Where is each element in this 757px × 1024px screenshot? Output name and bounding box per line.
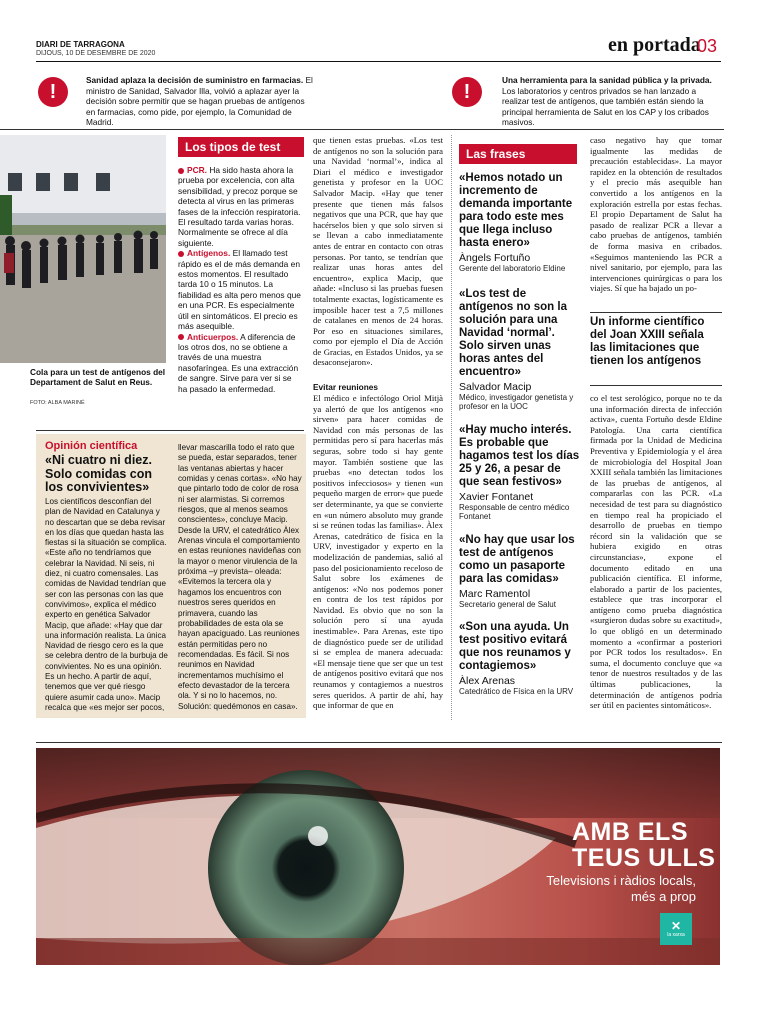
bullet-dot [178,334,184,340]
alert-right-title: Una herramienta para la sanidad pública y la privada. [502,75,712,85]
photo-credit: FOTO: ALBA MARINÉ [30,400,85,406]
tipos-box [178,137,302,394]
alert-left-title: Sanidad aplaza la decisión de suministro en farmacias. [86,75,304,85]
alert-icon: ! [452,77,482,107]
ad-headline-2: TEUS ULLS [572,844,716,872]
report-box-title: Un informe científico del Joan XXIII señala las limitaciones que tienen los antígenos [590,316,705,367]
alert-left [86,75,314,128]
frase-quote: «Hay mucho interés. Es probable que hagamos test los días 25 y 26, a pesar de que sean festivos» [459,423,580,488]
frase-item [459,172,581,274]
article-subhead: Evitar reuniones [313,382,379,392]
ad-logo [660,913,692,945]
alerts-rule [0,129,724,130]
frase-name: Salvador Macip [459,380,532,393]
pcr-label: PCR. [187,165,208,175]
logo-mark-icon: ✕ [670,919,682,933]
alert-right-body: Los laboratorios y centros privados se han lanzado a realizar test de antígenos, que también están siendo la principal herramienta de Salut en los CAP y los cribados masivos. [502,85,709,127]
tipos-body [178,165,302,394]
bullet-dot [178,251,184,257]
opinion-title: «Ni cuatro ni diez. Solo comidas con los convivientes» [45,453,152,494]
frases-tag: Las frases [459,144,577,164]
frase-role: Responsable de centro médico Fontanet [459,502,570,521]
frases-divider [451,135,452,720]
anticuerpos-label: Anticuerpos. [187,331,239,342]
frase-role: Secretario general de Salut [459,599,556,609]
box-rule-top [590,312,722,313]
bullet-dot [178,168,184,174]
frase-name: Àlex Arenas [459,675,516,687]
ad-headline-1: AMB ELS [572,818,688,846]
ad-banner [36,748,720,965]
queue-photo [0,135,166,363]
article-col5b: co el test serológico, porque no te da una información directa de infección activa», cuenta Fortuño desde Eldine Patología. Una carta científica firmada por la Unidad de Medicina Preventiva y Epidemiología y el área de microbiología del Hospital Joan XXIII señala también las limitaciones de las pruebas de antígenos, al compararlas con las PCR. «La necesidad de test para su diagnóstico en tiempo real ha propiciado el desarrollo de pruebas en tiempo récord sin la validación que se hubiera exigido en otras circunstancias», expone el documento editado en una publicación científica. El informe, elaborado a partir de los pacientes, establece que tras incorporar el antígeno como prueba diagnóstica «surgieron dudas sobre su exactitud», lo que obligó en un determinado momento a «confirmar a posteriori por PCR todos los resultados». En suma, el documento concluye que «a tenor de nuestros resultados y de las últimas publicaciones, la determinación de antígenos podría ser útil en pacientes sintomáticos». [590,393,722,711]
frases-box [459,144,581,697]
tipos-tag: Los tipos de test [178,137,304,157]
frase-role: Médico, investigador genetista y profesor en la UOC [459,392,574,411]
alert-right [502,75,724,128]
article-col3b: El médico e infectólogo Oriol Mitjà ya alertó de que los antígenos «no sirven» para hacer comidas de Navidad con más personas de las permitidas pero sí para hacerlas más seguras, sobre todo si hay gente mayor. También sostiene que las pruebas «no detectan todos los positivos infecciosos» y tienen «un pequeño margen de error» que puede ser determinante, ya que se convierte en «un número absoluto muy grande si se reúnen todas las familias». Àlex Arenas, catedrático de física en la URV, investigador y experto en la modelización de pandemias, salió al paso del posicionamiento receloso de Salut sobre los exámenes de antígenos: «No nos podemos poner en contra de los test rápidos por Navidad. Es obvio que no son la solución pero sí una ayuda inestimable». Para Arenas, este tipo de diagnóstico puede ser de utilidad si se emplea de manera adecuada: «El mensaje tiene que ser que un test de antígenos positivo evitará que nos reunamos y contagiemos a nuestros seres queridos. A partir de ahí, hay que informar de que en [313,393,443,711]
header-rule [36,61,721,62]
opinion-kicker: Opinión científica [45,440,138,452]
issue-date: DIJOUS, 10 DE DESEMBRE DE 2020 [36,50,156,57]
antigenos-text: El llamado test rápido es el de más demanda en estos momentos. El resultado tarda 10 o 15 minutos. La fiabilidad es alta pero menos que en una PCR. Es especialmente útil en sintomáticos. El precio es más asequible. [178,248,301,332]
pcr-text: Ha sido hasta ahora la prueba por excelencia, con alta sensibilidad, y precoz porque se detecta al virus en las primeras fases de la infección respiratoria. El resultado tarda varias horas. Normalmente se ofrece al día siguiente. [178,165,301,248]
frase-item [459,534,581,610]
frase-role: Catedrático de Física en la URV [459,687,574,696]
ad-subline-2: més a prop [630,889,696,904]
anticuerpos-text: A diferencia de los otros dos, no se obtiene a través de una muestra nasofaríngea. Es una extracción de sangre. Sirve para ver si se ha pasado la enfermedad. [178,331,299,394]
ad-subline-1: Televisions i ràdios locals, [546,873,696,888]
opinion-col1: Los científicos desconfían del plan de Navidad en Catalunya y no descartan que se deba revisar en los días que quedan hasta las fiestas si la situación se complica. «Este año no tendríamos que celebrar la Navidad. Ni seis, ni diez, ni cuatro comensales. Las comidas de Navidad tendrían que ser con las personas con las que convivimos», explica el médico experto en genética Salvador Macip, que añade: «Hay que dar una información realista. La única Navidad de riesgo cero es la que se celebra dentro de la burbuja de convivientes. No es una opinión. Es un hecho. A partir de aquí, tenemos que ver qué riesgo quiere asumir cada uno». Macip recalca que «es mejor ser pocos, [45,497,168,712]
opinion-top-rule [36,430,304,431]
alert-icon: ! [38,77,68,107]
photo-caption: Cola para un test de antígenos del Departament de Salut en Reus. [30,367,166,387]
ad-top-rule [36,742,722,743]
antigenos-label: Antígenos. [187,248,231,259]
section-title: en portada [608,34,701,56]
frase-quote: «Los test de antígenos no son la solución para una Navidad ‘normal’. Solo sirven unas horas antes del encuentro» [459,287,567,378]
frase-role: Gerente del laboratorio Eldine [459,264,566,273]
frase-name: Marc Ramentol [459,587,531,600]
frase-item [459,424,581,522]
frase-name: Àngels Fortuño [459,252,531,264]
alert-left-body: El ministro de Sanidad, Salvador Illa, volvió a aplazar ayer la decisión sobre permitir que se hagan pruebas de antígenos en farmacias, como pide, por ejemplo, la Comunidad de Madrid. [86,75,313,127]
photo-scene [0,135,166,363]
frase-item [459,288,581,412]
frase-quote: «No hay que usar los test de antígenos como un pasaporte para las comidas» [459,533,575,585]
frase-name: Xavier Fontanet [459,490,534,503]
page-number: 03 [697,36,718,56]
ad-logo-text: la xarxa [667,932,685,938]
frase-quote: «Hemos notado un incremento de demanda importante para todo este mes que llega incluso hasta enero» [459,172,573,249]
masthead: DIARI DE TARRAGONA [36,40,125,49]
frase-quote: «Son una ayuda. Un test positivo evitará que nos reunamos y contagiemos» [459,621,571,672]
article-col5a: caso negativo hay que tomar igualmente las medidas de precaución establecidas». La mayor rapidez en la obtención de resultados y el precio más asequible han convertido a los antígenos en la exploración estrella por estas fechas. El propio Departament de Salut ha pasado de realizar PCR a llevar a cabo pruebas de antígenos, también de forma masiva en cribados. «Seguimos manteniendo las PCR a nivel sanitario, por ejemplo, para las intervenciones quirúrgicas o para los viajes. Sí que ha bajado un po- [590,135,722,294]
frase-item [459,621,581,697]
opinion-col2: llevar mascarilla todo el rato que se pueda, estar separados, tener las ventanas abiertas y hacer comidas y cenas cortas». «No hay que pintarlo todo de color de rosa ni ser alarmistas. Si corremos riesgos, que al menos seamos conscientes», concluye Macip. Desde la URV, el catedrático Àlex Arenas vincula el comportamiento en estas reuniones navideñas con la mayor o menor virulencia de la próxima –y prevista– oleada: «Evitemos la tercera ola y hagamos los encuentros con nuestros seres queridos en primavera, cuando las probabilidades de esta ola se hayan apaciguado. Las reuniones están permitidas pero no recomendadas. Es fácil. Si nos reunimos en Navidad incrementamos muchísimo el efecto devastador de la tercera ola. Y si no lo hacemos, no. Solución: quedémonos en casa». [178,443,302,711]
box-rule-bottom [590,385,722,386]
article-col3a: que tienen estas pruebas. «Los test de antígenos no son la solución para una Navidad ‘normal’», indica al Diari el médico e investigador genetista y profesor en la UOC Salvador Macip. «Hay que tener presente que tienen más falsos negativos que una PCR, que hay que hacérselos bien y que solo sirven si se llevan a cabo inmediatamente antes de entrar en contacto con otras personas. Por tanto, se tendrían que realizar unas horas antes del encuentro», explica Macip, que añade: «Incluso si las pruebas fuesen totalmente exactas, logísticamente es imposible hacer test a 7,5 millones de catalanes en menos de 24 horas. Por eso en situaciones similares, como por ejemplo el Día de Acción de Gracias, en Estados Unidos, ya se desaconsejaron». [313,135,443,368]
